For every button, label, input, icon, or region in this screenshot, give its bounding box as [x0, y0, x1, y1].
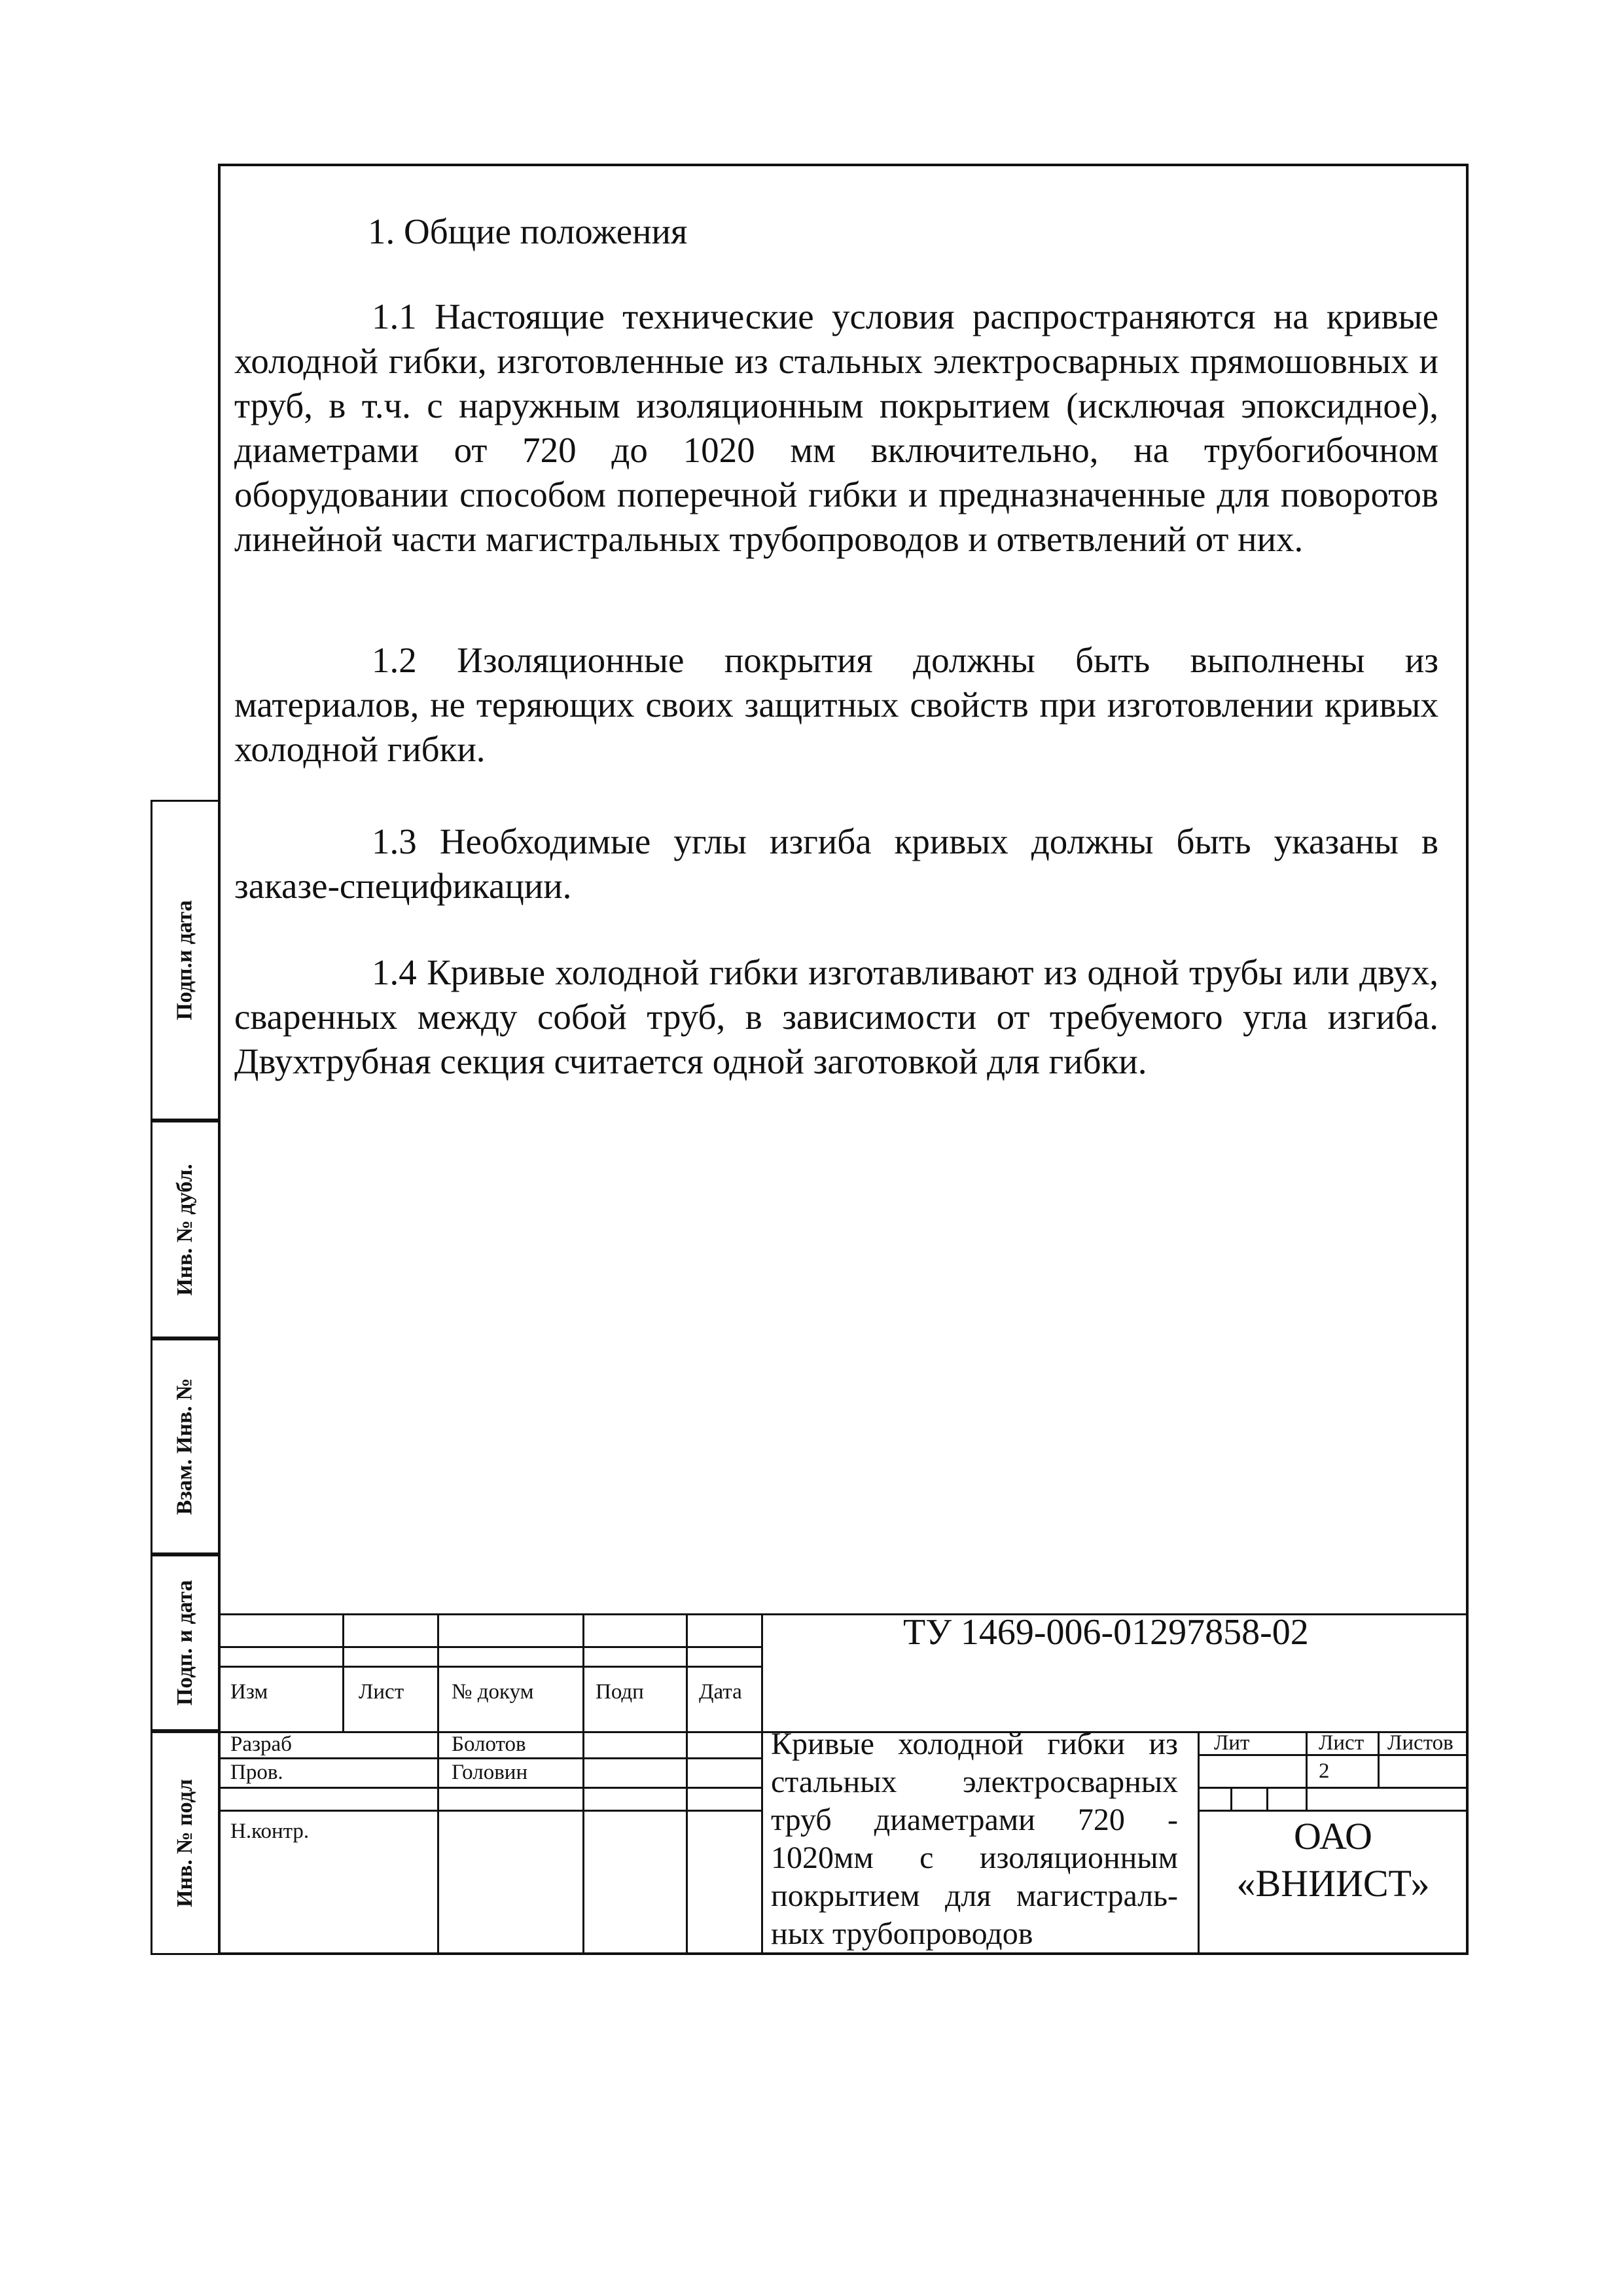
paragraph-text: 1.2 Изоляционные покрытия должны быть выполнены из материалов, не теряющих своих защитных свойств при изготовлении кривых холодной гибки.	[234, 640, 1438, 769]
sheet-number: 2	[1319, 1759, 1330, 1783]
side-box-replacement-inventory	[151, 1338, 218, 1554]
role-norm-control: Н.контр.	[230, 1820, 310, 1843]
side-box-signature-date-2	[151, 1554, 218, 1731]
side-label: Подп.и дата	[173, 900, 197, 1020]
document-title: Кривые холодной гибки из стальных электросварных труб диаметрами 720 - 1020мм с изоляционным покрытием для магистраль-ных трубопроводов	[771, 1727, 1178, 1951]
role-checker: Пров.	[230, 1761, 283, 1784]
side-label: Инв. № подл	[173, 1779, 198, 1907]
col-header-sheet: Лист	[359, 1680, 404, 1704]
paragraph-1-4	[234, 950, 1438, 1084]
col-header-date: Дата	[699, 1680, 742, 1704]
side-label: Инв. № дубл.	[173, 1163, 198, 1296]
side-box-original-inventory	[151, 1731, 218, 1955]
col-header-change: Изм	[230, 1680, 268, 1704]
section-heading: 1. Общие положения	[368, 211, 688, 251]
document-code: ТУ 1469-006-01297858-02	[903, 1612, 1309, 1653]
col-header-signature: Подп	[596, 1680, 644, 1704]
paragraph-1-3	[234, 819, 1438, 908]
lit-label: Лит	[1214, 1731, 1250, 1755]
paragraph-1-1	[234, 295, 1438, 562]
sheets-label: Листов	[1387, 1731, 1454, 1755]
sheet-label: Лист	[1319, 1731, 1364, 1755]
side-box-signature-date	[151, 800, 218, 1121]
paragraph-text: 1.4 Кривые холодной гибки изготавливают из одной трубы или двух, сваренных между собой труб, в зависимости от требуемого угла изгиба. Двухтрубная секция считается одной заготовкой для гибки.	[234, 952, 1438, 1081]
org-line-2: «ВНИИСТ»	[1236, 1862, 1430, 1905]
side-box-dup-inventory	[151, 1121, 218, 1338]
checker-name: Головин	[452, 1761, 528, 1784]
side-label: Взам. Инв. №	[173, 1378, 198, 1515]
role-developer: Разраб	[230, 1732, 292, 1756]
organization-name	[1198, 1813, 1469, 1907]
side-label: Подп. и дата	[173, 1580, 197, 1706]
paragraph-text: 1.3 Необходимые углы изгиба кривых должны быть указаны в заказе-спецификации.	[234, 821, 1438, 906]
col-header-doc-number: № докум	[452, 1680, 534, 1704]
developer-name: Болотов	[452, 1732, 526, 1756]
org-line-1: ОАО	[1294, 1815, 1372, 1857]
paragraph-text: 1.1 Настоящие технические условия распространяются на кривые холодной гибки, изготовленные из стальных электросварных прямошовных и труб, в т.ч. с наружным изоляционным покрытием (исключая эпоксидное), диаметрами от 720 до 1020 мм включительно, на трубогибочном оборудовании способом поперечной гибки и предназначенные для поворотов линейной части магистральных трубопроводов и ответвлений от них.	[234, 296, 1438, 559]
paragraph-1-2	[234, 638, 1438, 772]
